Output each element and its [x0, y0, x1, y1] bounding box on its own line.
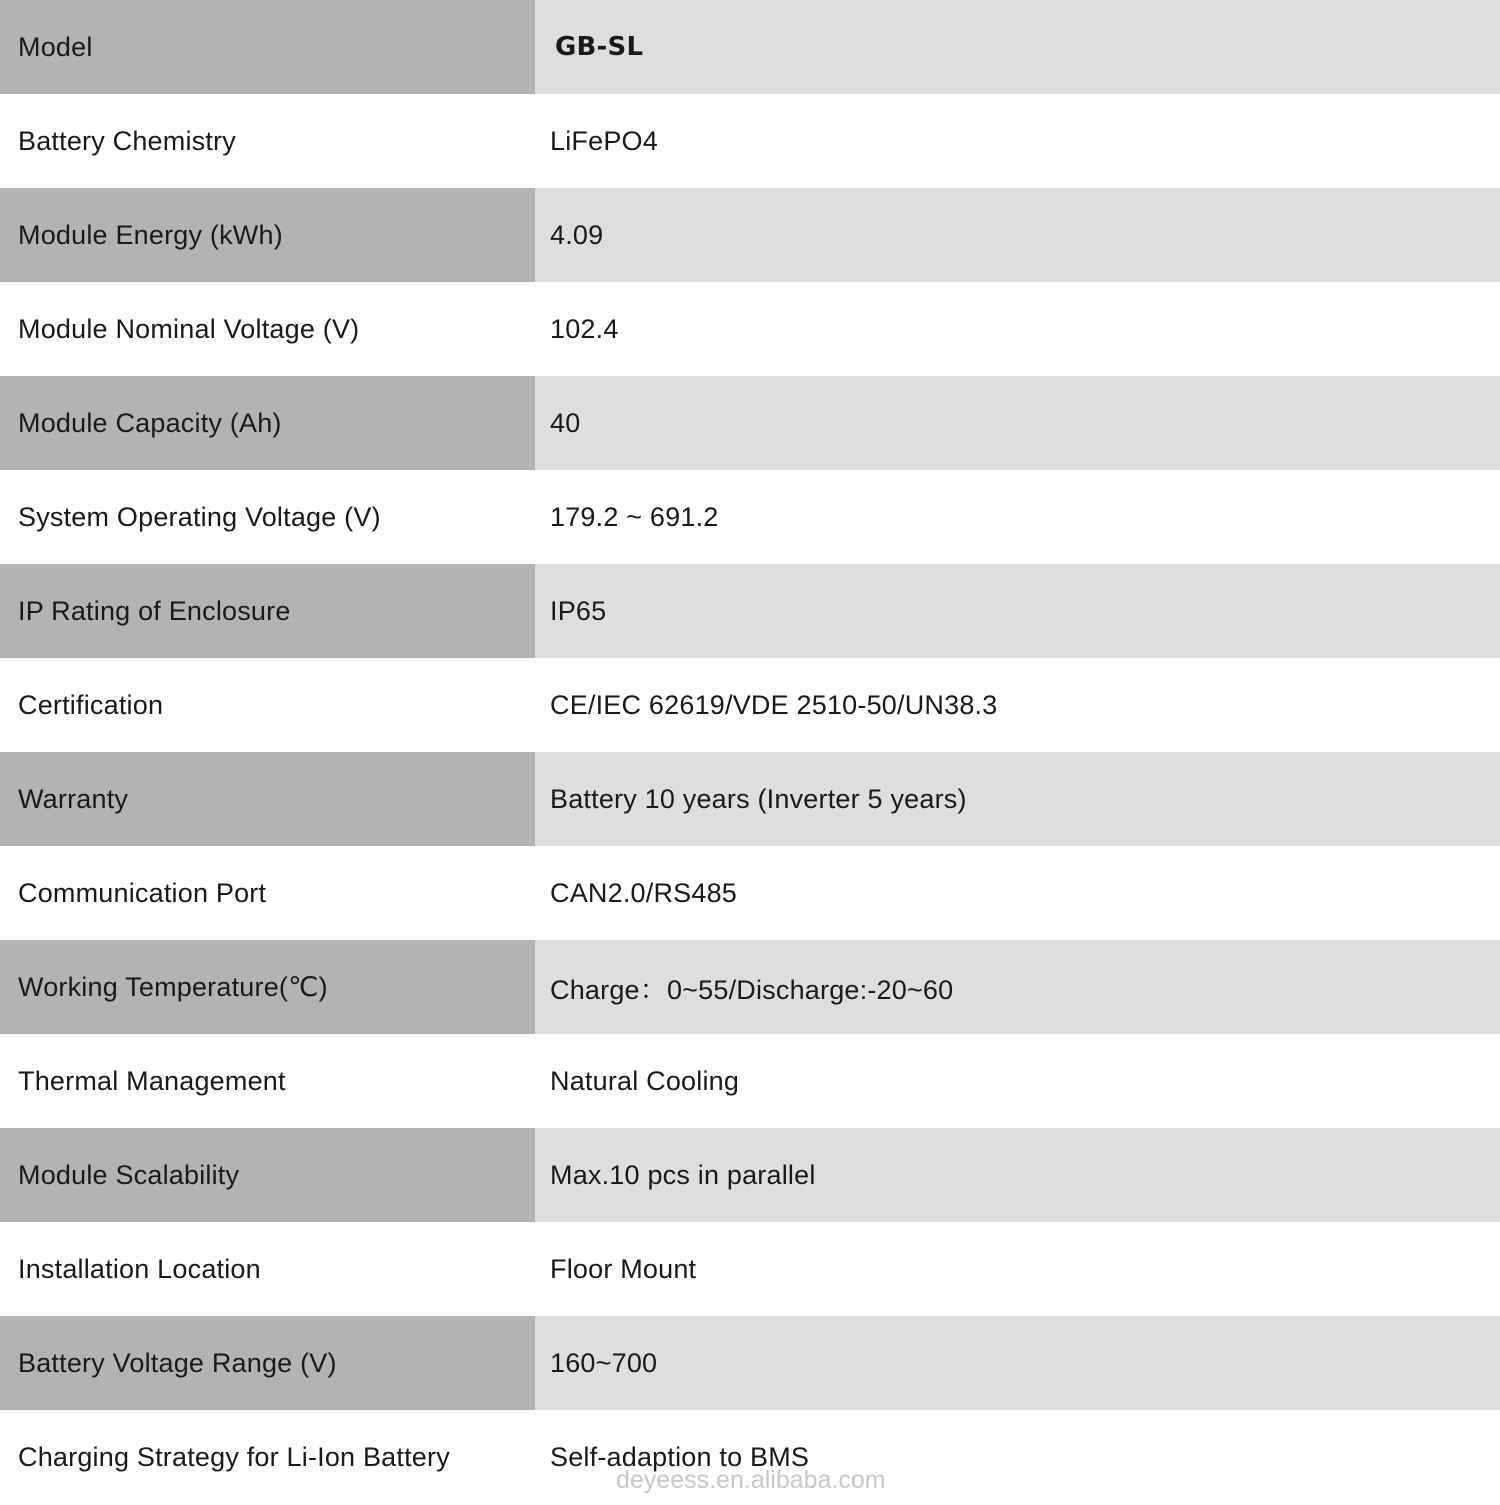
- spec-row-battery-voltage-range: [0, 1316, 1500, 1410]
- spec-label: Certification: [0, 658, 535, 752]
- spec-value: CE/IEC 62619/VDE 2510-50/UN38.3: [535, 658, 1500, 752]
- spec-value: 160~700: [535, 1316, 1500, 1410]
- spec-value: Self-adaption to BMS: [535, 1410, 1500, 1505]
- spec-value: 179.2 ~ 691.2: [535, 470, 1500, 564]
- spec-label: Battery Chemistry: [0, 94, 535, 188]
- spec-label: Module Energy (kWh): [0, 188, 535, 282]
- spec-label: Installation Location: [0, 1222, 535, 1316]
- spec-value: Floor Mount: [535, 1222, 1500, 1316]
- spec-label: Communication Port: [0, 846, 535, 940]
- spec-label: Working Temperature(℃): [0, 940, 535, 1034]
- spec-value: CAN2.0/RS485: [535, 846, 1500, 940]
- spec-row-module-nominal-voltage: [0, 282, 1500, 376]
- spec-label: Charging Strategy for Li-Ion Battery: [0, 1410, 535, 1505]
- spec-row-communication-port: [0, 846, 1500, 940]
- spec-row-module-capacity: [0, 376, 1500, 470]
- spec-label: Battery Voltage Range (V): [0, 1316, 535, 1410]
- spec-label: Module Scalability: [0, 1128, 535, 1222]
- spec-value: Max.10 pcs in parallel: [535, 1128, 1500, 1222]
- spec-value: 4.09: [535, 188, 1500, 282]
- spec-label: Thermal Management: [0, 1034, 535, 1128]
- spec-value: 102.4: [535, 282, 1500, 376]
- spec-row-module-scalability: [0, 1128, 1500, 1222]
- spec-label: Model: [0, 0, 535, 94]
- spec-value: Battery 10 years (Inverter 5 years): [535, 752, 1500, 846]
- spec-label: Module Nominal Voltage (V): [0, 282, 535, 376]
- spec-value: Natural Cooling: [535, 1034, 1500, 1128]
- spec-row-working-temperature: [0, 940, 1500, 1034]
- spec-row-ip-rating: [0, 564, 1500, 658]
- spec-value: IP65: [535, 564, 1500, 658]
- spec-value: 40: [535, 376, 1500, 470]
- spec-row-thermal-management: [0, 1034, 1500, 1128]
- spec-label: System Operating Voltage (V): [0, 470, 535, 564]
- spec-row-installation-location: [0, 1222, 1500, 1316]
- watermark: deyeess.en.alibaba.com: [616, 1466, 886, 1494]
- spec-label: Warranty: [0, 752, 535, 846]
- spec-row-warranty: [0, 752, 1500, 846]
- spec-value: GB-SL: [535, 0, 1500, 94]
- spec-row-system-operating-voltage: [0, 470, 1500, 564]
- spec-row-battery-chemistry: [0, 94, 1500, 188]
- spec-row-model: [0, 0, 1500, 94]
- spec-row-certification: [0, 658, 1500, 752]
- spec-label: Module Capacity (Ah): [0, 376, 535, 470]
- spec-row-module-energy: [0, 188, 1500, 282]
- spec-value: LiFePO4: [535, 94, 1500, 188]
- spec-value: Charge：0~55/Discharge:-20~60: [535, 940, 1500, 1034]
- spec-label: IP Rating of Enclosure: [0, 564, 535, 658]
